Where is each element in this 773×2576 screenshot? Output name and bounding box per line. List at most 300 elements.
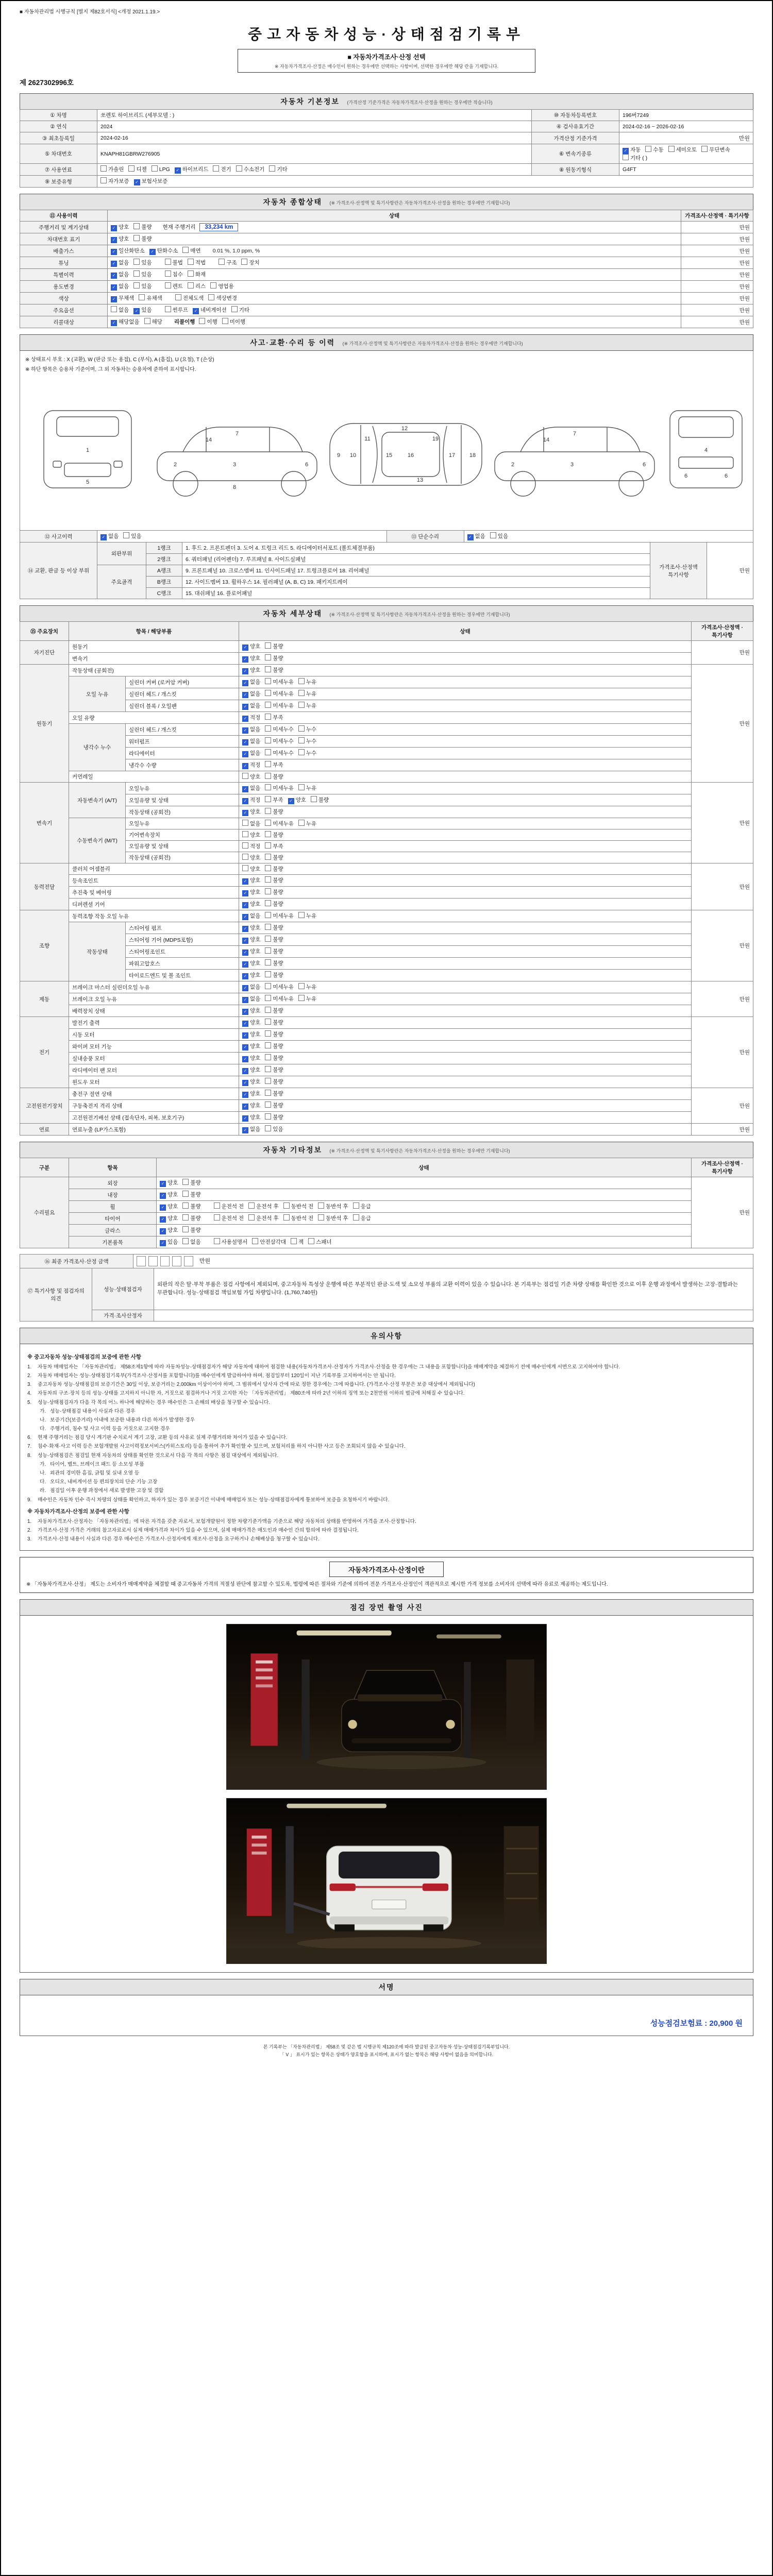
item-state [239,981,692,993]
checkbox-option [288,796,306,804]
checkbox-디젤[interactable] [128,165,135,172]
checkbox-불량[interactable] [265,959,271,965]
checkbox-누유[interactable] [298,678,305,684]
checkbox-option [265,1101,283,1109]
checkbox-동반석 전[interactable] [283,1202,290,1209]
checkbox-없음[interactable] [242,820,248,826]
checkbox-양호[interactable] [242,865,248,871]
checkbox-운전석 전[interactable] [214,1214,220,1221]
checkbox-없음[interactable]: ✓ [242,680,248,686]
checkbox-없음[interactable]: ✓ [242,704,248,710]
checkbox-양호[interactable]: ✓ [160,1216,166,1223]
checkbox-없음[interactable]: ✓ [242,985,248,991]
checkbox-option [160,1202,178,1211]
checkbox-응급[interactable] [353,1202,359,1209]
checkbox-없음[interactable]: ✓ [242,786,248,792]
checkbox-option [165,270,183,278]
item-state [239,958,692,970]
section-basic-info [20,93,753,188]
checkbox-불량[interactable] [265,1113,271,1120]
item-label: 실내송풍 모터 [69,1053,239,1064]
checkbox-label: 양호 [250,972,261,978]
checkbox-기타[interactable] [269,165,275,172]
checkbox-없음[interactable] [182,1238,189,1244]
checkbox-부족[interactable] [265,796,271,802]
checkbox-불량[interactable] [265,936,271,942]
checkbox-불량[interactable] [265,1042,271,1048]
notice-item [27,1399,746,1407]
checkbox-양호[interactable]: ✓ [288,798,294,804]
checkbox-option [242,842,260,850]
checkbox-일산화탄소[interactable]: ✓ [111,249,117,255]
checkbox-없음[interactable]: ✓ [111,261,117,267]
checkbox-수소전기[interactable] [236,165,242,172]
checkbox-탄화수소[interactable]: ✓ [149,249,156,255]
checkbox-영업용[interactable] [210,282,216,289]
detail-row [20,993,753,1005]
checkbox-있음[interactable] [133,270,140,277]
notice-number: 2. [27,1372,32,1379]
checkbox-있음[interactable] [133,282,140,289]
checkbox-없음[interactable] [111,306,117,312]
overall-row [20,233,753,245]
field-label-vin: ⑤ 차대번호 [20,144,97,164]
checkbox-부족[interactable] [265,761,271,767]
checkbox-불량[interactable] [265,876,271,883]
frame-label: 주요골격 [97,565,146,599]
checkbox-option [182,247,200,255]
checkbox-양호[interactable] [242,831,248,837]
checkbox-불량[interactable] [265,947,271,954]
checkbox-없음[interactable]: ✓ [100,534,107,540]
notice-item [27,1497,746,1504]
checkbox-label: 썬루프 [172,307,189,313]
checkbox-미세누유[interactable] [265,820,271,826]
checkbox-불량[interactable] [133,235,140,241]
notice-number: 8. [27,1452,32,1459]
checkbox-불량[interactable] [265,888,271,894]
checkbox-응급[interactable] [353,1214,359,1221]
checkbox-label: 불량 [273,809,283,815]
checkbox-양호[interactable]: ✓ [242,1021,248,1027]
checkbox-불법[interactable] [165,259,171,265]
field-label-year: ② 연식 [20,121,97,132]
checkbox-미세누유[interactable] [265,690,271,696]
checkbox-불량[interactable] [265,900,271,906]
checkbox-양호[interactable]: ✓ [242,1009,248,1015]
checkbox-불량[interactable] [265,1030,271,1037]
detail-row [20,910,753,922]
checkbox-미세누수[interactable] [265,749,271,755]
device-label: 원동기 [20,665,69,783]
field-label-transmission: ⑥ 변속기종류 [532,144,619,164]
checkbox-양호[interactable]: ✓ [242,938,248,944]
checkbox-label: 누유 [306,785,317,791]
checkbox-option [668,146,697,154]
checkbox-label: 불량 [273,937,283,943]
checkbox-적정[interactable]: ✓ [242,716,248,722]
detail-row [20,676,753,688]
price-cell: 만원 [681,233,753,245]
checkbox-없음[interactable]: ✓ [242,692,248,698]
checkbox-option [188,259,206,266]
checkbox-기타[interactable] [231,306,238,312]
checkbox-불량[interactable] [265,642,271,649]
checkbox-양호[interactable]: ✓ [242,1032,248,1039]
checkbox-누수[interactable] [298,725,305,732]
checkbox-양호[interactable]: ✓ [242,902,248,908]
checkbox-스패너[interactable] [308,1238,314,1244]
svg-text:2: 2 [511,462,515,468]
field-value-baseprice [619,132,753,144]
checkbox-없음[interactable]: ✓ [242,997,248,1003]
checkbox-불량[interactable] [265,1019,271,1025]
checkbox-부족[interactable] [265,842,271,849]
checkbox-불량[interactable] [265,924,271,930]
checkbox-option [265,865,283,873]
checkbox-없음[interactable]: ✓ [242,751,248,757]
checkbox-미세누유[interactable] [265,678,271,684]
checkbox-양호[interactable]: ✓ [242,1115,248,1122]
checkbox-label: 양호 [250,1103,261,1109]
state-symbols-legend: ※ 상태표시 부호 : X (교환), W (판금 또는 용접), C (부식), A (흠집), U (요철), T (손상) [25,357,214,363]
checkbox-양호[interactable]: ✓ [160,1193,166,1199]
item-label: 브레이크 마스터 실린더오일 누유 [69,981,239,993]
etc-col-price: 가격조사·산정액 · 특기사항 [692,1158,753,1177]
checkbox-적정[interactable]: ✓ [242,763,248,769]
checkbox-운전석 전[interactable] [214,1202,220,1209]
notice-item [27,1390,746,1398]
detail-row [20,806,753,818]
price-digit-box [137,1256,146,1266]
checkbox-option [265,737,294,745]
checkbox-label: 안전삼각대 [260,1239,287,1245]
checkbox-option [265,773,283,781]
checkbox-없음[interactable]: ✓ [242,914,248,920]
checkbox-양호[interactable]: ✓ [111,237,117,243]
checkbox-option [265,1007,283,1014]
checkbox-불량[interactable] [265,1078,271,1084]
checkbox-동반석 전[interactable] [283,1214,290,1221]
checkbox-label: 불량 [141,224,152,230]
section-accident-history [20,334,753,599]
checkbox-불량[interactable] [265,666,271,672]
checkbox-불량[interactable] [182,1179,189,1185]
checkbox-미세누유[interactable] [265,784,271,790]
checkbox-전체도색[interactable] [175,294,181,300]
document-number: 제 2627302996호 [20,79,74,87]
checkbox-누유[interactable] [298,983,305,989]
checkbox-양호[interactable]: ✓ [242,950,248,956]
item-state [239,922,692,934]
checkbox-동반석 후[interactable] [318,1214,324,1221]
checkbox-label: 양호 [250,1008,261,1014]
checkbox-누유[interactable] [298,912,305,918]
checkbox-불량[interactable] [265,1054,271,1060]
checkbox-option [298,820,316,827]
checkbox-누유[interactable] [298,690,305,696]
checkbox-option [242,761,260,769]
checkbox-없음[interactable]: ✓ [242,739,248,745]
photos-section-title: 점검 장면 촬영 사진 [350,1603,423,1612]
device-sub-label: 오일 누유 [69,676,126,712]
checkbox-동반석 후[interactable] [318,1202,324,1209]
item-state [239,806,692,818]
checkbox-세미오토[interactable] [668,146,675,152]
checkbox-가솔린[interactable] [100,165,107,172]
checkbox-불량[interactable] [265,831,271,837]
checkbox-적정[interactable] [242,842,248,849]
checkbox-label: 불량 [273,889,283,895]
device-label: 연료 [20,1124,69,1136]
pricing-definition-title: 자동차가격조사·산정이란 [329,1562,444,1577]
detail-row [20,981,753,993]
checkbox-label: 불량 [190,1180,201,1186]
checkbox-불량[interactable] [265,808,271,814]
checkbox-양호[interactable] [242,773,248,779]
notice-text: 성능·상태점검은 점검일 현재 자동차의 상태를 확인한 것으로서 다음 각 목의 사항은 점검 대상에서 제외됩니다. [38,1452,279,1459]
checkbox-누수[interactable] [298,737,305,743]
checkbox-불량[interactable] [182,1214,189,1221]
checkbox-양호[interactable]: ✓ [242,878,248,885]
checkbox-양호[interactable]: ✓ [242,1044,248,1050]
checkbox-적법[interactable] [188,259,194,265]
checkbox-label: 불량 [273,667,283,673]
checkbox-양호[interactable]: ✓ [242,973,248,979]
checkbox-침수[interactable] [165,270,171,277]
checkbox-하이브리드[interactable]: ✓ [175,167,181,174]
price-survey-select-label[interactable]: ■ 자동차가격조사·산정 선택 [347,54,426,61]
checkbox-label: 하이브리드 [182,166,209,173]
checkbox-미세누수[interactable] [265,737,271,743]
checkbox-option [242,995,260,1003]
checkbox-option [210,282,233,290]
checkbox-양호[interactable]: ✓ [242,810,248,816]
checkbox-양호[interactable]: ✓ [242,890,248,896]
item-label: 오일누유 [126,783,239,794]
checkbox-option [298,702,316,709]
detail-row [20,1124,753,1136]
checkbox-네비게이션[interactable]: ✓ [193,308,199,314]
notice-item [40,1426,746,1433]
checkbox-option [242,947,260,956]
signature-body[interactable] [20,1995,753,2036]
checkbox-LPG[interactable] [152,165,158,172]
checkbox-무채색[interactable]: ✓ [111,296,117,302]
checkbox-불량[interactable] [265,773,271,779]
checkbox-있음[interactable] [490,532,496,538]
device-label: 고전원전기장치 [20,1088,69,1124]
notice-text: 자동차가격조사·산정자는 「자동차관리법」에 따른 자격을 갖춘 자로서, 보험개발원이 정한 차량기준가액을 기준으로 해당 자동차의 상태를 반영하여 가격을 조사·산정합니다. [38,1519,416,1524]
checkbox-불량[interactable] [265,1101,271,1108]
checkbox-적정[interactable]: ✓ [242,798,248,804]
checkbox-option [222,318,245,326]
checkbox-미세누유[interactable] [265,912,271,918]
page-title: 중고자동차성능·상태점검기록부 [248,26,525,42]
checkbox-양호[interactable]: ✓ [242,1092,248,1098]
checkbox-불량[interactable] [133,223,140,229]
checkbox-양호[interactable]: ✓ [242,1080,248,1086]
checkbox-양호[interactable]: ✓ [111,225,117,231]
checkbox-양호[interactable]: ✓ [242,961,248,968]
checkbox-불량[interactable] [311,796,317,802]
checkbox-불량[interactable] [265,1066,271,1072]
checkbox-label: 없음 [250,785,261,791]
checkbox-양호[interactable]: ✓ [160,1205,166,1211]
checkbox-부족[interactable] [265,714,271,720]
rank-a-label: A랭크 [146,565,182,577]
checkbox-label: 동반석 전 [291,1204,314,1210]
checkbox-label: 미세누수 [273,738,294,744]
checkbox-label: 있음 [273,1126,283,1132]
checkbox-누유[interactable] [298,702,305,708]
checkbox-option [236,165,265,173]
item-label: 오일유량 및 상태 [126,794,239,806]
notice-text: 침수·화재·사고 이력 등은 보험개발원 사고이력정보서비스(카히스토리) 등을 통하여 추가 확인할 수 있으며, 보험처리를 하지 아니한 사고 등은 조회되지 않을 수 있습니다. [38,1444,406,1450]
checkbox-양호[interactable]: ✓ [242,1068,248,1074]
checkbox-썬루프[interactable] [165,306,171,312]
detail-row [20,875,753,887]
checkbox-장치[interactable] [241,259,247,265]
checkbox-없음[interactable]: ✓ [111,284,117,291]
checkbox-양호[interactable]: ✓ [242,645,248,651]
checkbox-해당없음[interactable]: ✓ [111,320,117,326]
item-label: 오일유량 및 상태 [126,841,239,852]
checkbox-양호[interactable]: ✓ [242,1104,248,1110]
checkbox-안전삼각대[interactable] [252,1238,258,1244]
checkbox-양호[interactable] [242,854,248,860]
checkbox-불량[interactable] [265,865,271,871]
checkbox-option [298,995,316,1003]
checkbox-불량[interactable] [265,971,271,977]
checkbox-색상변경[interactable] [208,294,214,300]
checkbox-option [298,784,316,792]
checkbox-유채색[interactable] [139,294,145,300]
price-cell: 만원 [681,316,753,328]
checkbox-label: 없음 [119,260,129,266]
checkbox-option [214,1202,244,1210]
checkbox-불량[interactable] [182,1226,189,1232]
checkbox-option [242,1125,260,1133]
checkbox-있음[interactable] [265,1125,271,1131]
checkbox-구조[interactable] [219,259,225,265]
checkbox-불량[interactable] [182,1202,189,1209]
checkbox-미이행[interactable] [222,318,228,324]
checkbox-매연[interactable] [182,247,189,253]
checkbox-미세누수[interactable] [265,725,271,732]
item-label: 워터펌프 [126,736,239,748]
checkbox-양호[interactable]: ✓ [242,1056,248,1062]
checkbox-없음[interactable]: ✓ [467,534,474,540]
checkbox-누유[interactable] [298,820,305,826]
checkbox-자가보증[interactable] [100,177,107,183]
checkbox-있음[interactable]: ✓ [160,1240,166,1246]
item-label: 스티어링 기어 (MDPS포함) [126,934,239,946]
device-label: 동력전달 [20,863,69,910]
checkbox-불량[interactable] [182,1191,189,1197]
checkbox-option [100,165,124,173]
checkbox-무단변속[interactable] [701,146,708,152]
item-state [239,829,692,841]
item-state [239,688,692,700]
etc-item-label: 기본품목 [69,1236,157,1248]
checkbox-미세누유[interactable] [265,702,271,708]
item-label: 라디에이터 팬 모터 [69,1064,239,1076]
checkbox-label: 양호 [250,960,261,967]
etc-item-label: 휠 [69,1201,157,1213]
checkbox-자동[interactable]: ✓ [623,148,629,154]
notice-text: 보증기간(보증거리) 이내에 보증한 내용과 다른 하자가 발생한 경우 [50,1417,195,1423]
item-label: 실린더 헤드 / 개스킷 [126,688,239,700]
checkbox-누유[interactable] [298,995,305,1001]
price-cell: 만원 [681,257,753,269]
checkbox-없음[interactable]: ✓ [242,727,248,734]
section-final-price [20,1254,753,1321]
field-value-regno: 196버7249 [619,110,753,121]
checkbox-있음[interactable]: ✓ [133,308,140,314]
checkbox-이행[interactable] [199,318,205,324]
checkbox-있음[interactable] [123,532,129,538]
checkbox-미세누유[interactable] [265,995,271,1001]
checkbox-미세누유[interactable] [265,983,271,989]
notice-item [27,1434,746,1442]
item-label: 오일누유 [126,818,239,829]
checkbox-불량[interactable] [265,1007,271,1013]
checkbox-없음[interactable]: ✓ [111,273,117,279]
checkbox-option [298,737,316,745]
checkbox-option [242,702,260,710]
notice-item [27,1364,746,1371]
checkbox-양호[interactable]: ✓ [160,1181,166,1187]
checkbox-불량[interactable] [265,854,271,860]
checkbox-양호[interactable]: ✓ [242,656,248,663]
checkbox-있음[interactable] [133,259,140,265]
checkbox-label: 양호 [250,832,261,838]
checkbox-리스[interactable] [188,282,194,289]
notice-number: 1. [27,1364,32,1370]
checkbox-양호[interactable]: ✓ [242,926,248,932]
checkbox-없음[interactable]: ✓ [242,1127,248,1133]
checkbox-사용설명서[interactable] [214,1238,220,1244]
checkbox-label: 불량 [273,1103,283,1109]
checkbox-누유[interactable] [298,784,305,790]
checkbox-양호[interactable]: ✓ [160,1228,166,1234]
checkbox-수동[interactable] [645,146,651,152]
checkbox-렌트[interactable] [165,282,171,289]
checkbox-양호[interactable]: ✓ [242,668,248,674]
checkbox-누수[interactable] [298,749,305,755]
checkbox-불량[interactable] [265,654,271,660]
price-cell: 만원 [692,1177,753,1248]
checkbox-운전석 후[interactable] [248,1202,255,1209]
simple-repair-label: ⑬ 단순수리 [386,531,464,543]
checkbox-option [265,820,294,827]
checkbox-잭[interactable] [291,1238,297,1244]
detail-row [20,700,753,712]
checkbox-화재[interactable] [188,270,194,277]
checkbox-해당[interactable] [144,318,150,324]
rank-2-label: 2랭크 [146,554,182,565]
detail-section-header [20,605,753,622]
checkbox-전기[interactable] [213,165,219,172]
mileage-prefix: 현재 주행거리 [162,224,196,230]
checkbox-운전석 후[interactable] [248,1214,255,1221]
checkbox-보험사보증[interactable]: ✓ [134,179,140,185]
checkbox-불량[interactable] [265,1090,271,1096]
checkbox-기타 ( )[interactable] [623,154,629,160]
etc-col-item: 항목 [69,1158,157,1177]
checkbox-option [175,294,204,302]
